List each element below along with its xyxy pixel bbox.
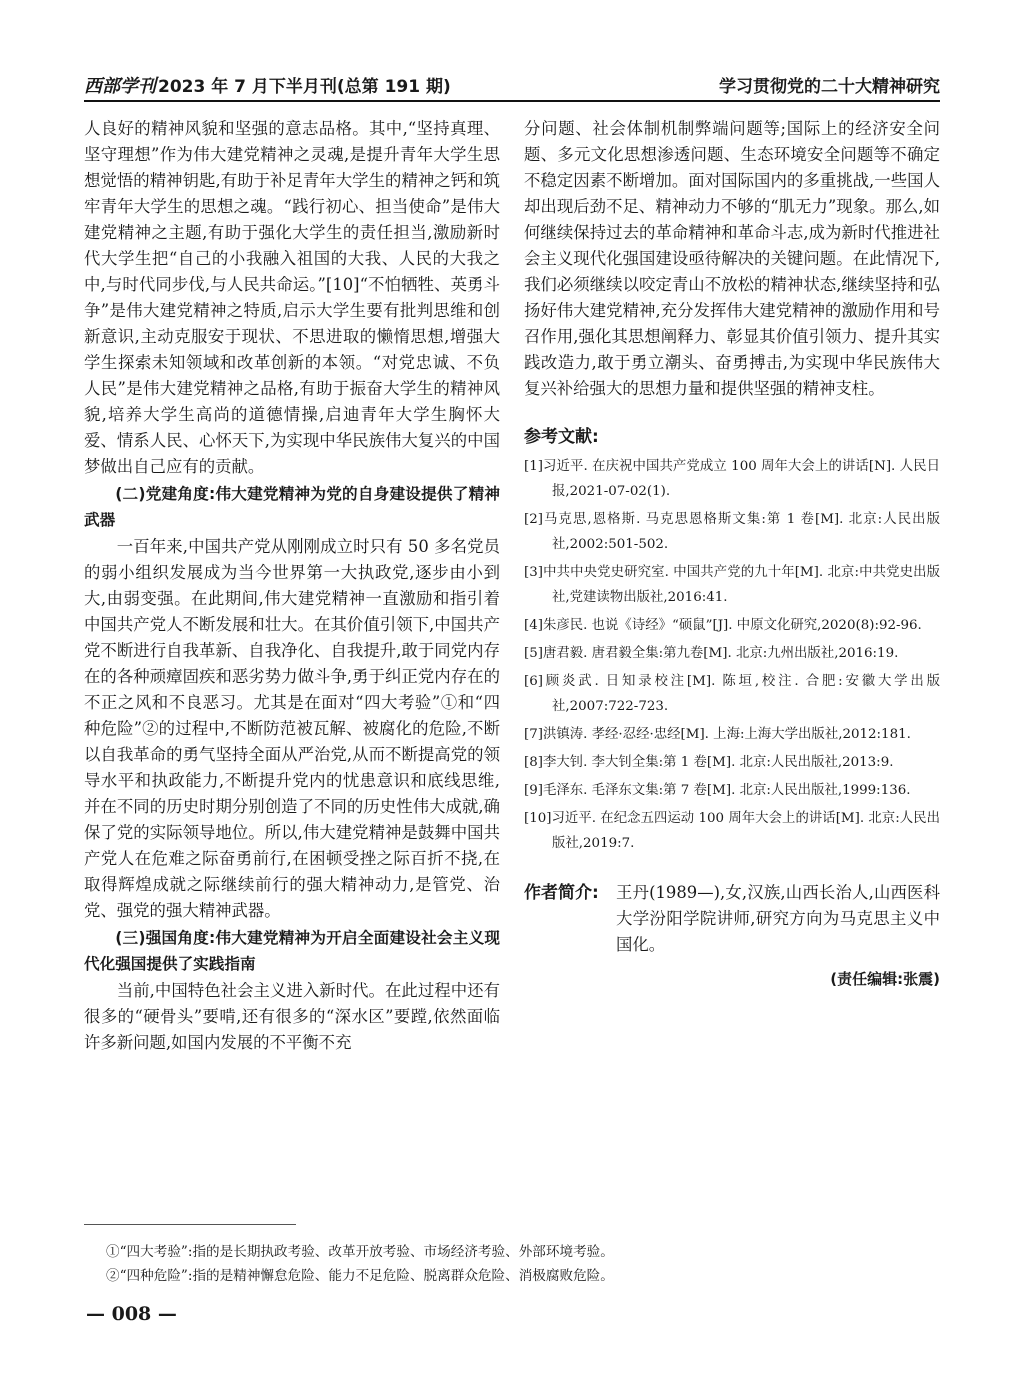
reference-item: [5]唐君毅. 唐君毅全集:第九卷[M]. 北京:九州出版社,2016:19. xyxy=(524,646,899,661)
reference-item: [3]中共中央党史研究室. 中国共产党的九十年[M]. 北京:中共党史出版社,党建读物出版社,2016:41. xyxy=(524,565,940,605)
footnote-divider xyxy=(84,1224,296,1225)
header-divider xyxy=(84,100,940,102)
author-bio-label: 作者简介: xyxy=(524,883,599,903)
references-heading: 参考文献: xyxy=(524,427,599,447)
author-bio-text: 王丹(1989—),女,汉族,山西长治人,山西医科大学汾阳学院讲师,研究方向为马克思主义中国化。 xyxy=(616,883,940,954)
body-paragraph: 人良好的精神风貌和坚强的意志品格。其中,“坚持真理、坚守理想”作为伟大建党精神之灵魂,是提升青年大学生思想觉悟的精神钥匙,有助于补足青年大学生的精神之钙和筑牢青年大学生的思想之魂。“践行初心、担当使命”是伟大建党精神之主题,有助于强化大学生的责任担当,激励新时代大学生把“自己的小我融入祖国的大我、人民的大我之中,与时代同步伐,与人民共命运。”[10]“不怕牺牲、英勇斗争”是伟大建党精神之特质,启示大学生要有批判思维和创新意识,主动克服安于现状、不思进取的懒惰思想,增强大学生探索未知领域和改革创新的本领。“对党忠诚、不负人民”是伟大建党精神之品格,有助于振奋大学生的精神风貌,培养大学生高尚的道德情操,启迪青年大学生胸怀大爱、情系人民、心怀天下,为实现中华民族伟大复兴的中国梦做出自己应有的贡献。 xyxy=(84,119,500,476)
body-paragraph: 分问题、社会体制机制弊端问题等;国际上的经济安全问题、多元文化思想渗透问题、生态环境安全问题等不确定不稳定因素不断增加。面对国际国内的多重挑战,一些国人却出现后劲不足、精神动力不够的“肌无力”现象。那么,如何继续保持过去的革命精神和革命斗志,成为新时代推进社会主义现代化强国建设亟待解决的关键问题。在此情况下,我们必须继续以咬定青山不放松的精神状态,继续坚持和弘扬好伟大建党精神,充分发挥伟大建党精神的激励作用和号召作用,强化其思想阐释力、彰显其价值引领力、提升其实践改造力,敢于勇立潮头、奋勇搏击,为实现中华民族伟大复兴补给强大的思想力量和提供坚强的精神支柱。 xyxy=(524,119,940,398)
footnotes xyxy=(84,1240,940,1288)
issue-label: 2023 年 7 月下半月刊(总第 191 期) xyxy=(158,77,451,97)
body-paragraph: 一百年来,中国共产党从刚刚成立时只有 50 多名党员的弱小组织发展成为当今世界第一大执政党,逐步由小到大,由弱变强。在此期间,伟大建党精神一直激励和指引着中国共产党人不断发展和壮大。在其价值引领下,中国共产党不断进行自我革新、自我净化、自我提升,敢于同党内存在的各种顽瘴固疾和恶劣势力做斗争,勇于纠正党内存在的不正之风和不良恶习。尤其是在面对“四大考验”①和“四种危险”②的过程中,不断防范被瓦解、被腐化的危险,不断以自我革命的勇气坚持全面从严治党,从而不断提高党的领导水平和执政能力,不断提升党内的忧患意识和底线思维,并在不同的历史时期分别创造了不同的历史性伟大成就,确保了党的实际领导地位。所以,伟大建党精神是鼓舞中国共产党人在危难之际奋勇前行,在困顿受挫之际百折不挠,在取得辉煌成就之际继续前行的强大精神动力,是管党、治党、强党的强大精神武器。 xyxy=(84,537,500,920)
reference-item: [1]习近平. 在庆祝中国共产党成立 100 周年大会上的讲话[N]. 人民日报,2021-07-02(1). xyxy=(524,459,940,499)
left-column xyxy=(84,116,500,1056)
right-column xyxy=(524,116,940,992)
reference-item: [8]李大钊. 李大钊全集:第 1 卷[M]. 北京:人民出版社,2013:9. xyxy=(524,755,894,770)
reference-item: [4]朱彦民. 也说《诗经》“硕鼠”[J]. 中原文化研究,2020(8):92-96. xyxy=(524,618,922,633)
body-paragraph: 当前,中国特色社会主义进入新时代。在此过程中还有很多的“硬骨头”要啃,还有很多的“深水区”要蹚,依然面临许多新问题,如国内发展的不平衡不充 xyxy=(84,981,500,1052)
running-header xyxy=(84,72,940,98)
author-bio xyxy=(524,880,940,958)
page-number: — 008 — xyxy=(86,1303,177,1325)
journal-logo: 西部学刊 xyxy=(84,76,156,97)
reference-item: [2]马克思,恩格斯. 马克思恩格斯文集:第 1 卷[M]. 北京:人民出版社,2002:501-502. xyxy=(524,512,940,552)
footnote-item: ②“四种危险”:指的是精神懈怠危险、能力不足危险、脱离群众危险、消极腐败危险。 xyxy=(106,1268,614,1284)
reference-item: [9]毛泽东. 毛泽东文集:第 7 卷[M]. 北京:人民出版社,1999:136. xyxy=(524,783,911,798)
journal-issue-info xyxy=(84,72,451,98)
section-heading: (三)强国角度:伟大建党精神为开启全面建设社会主义现代化强国提供了实践指南 xyxy=(84,929,500,973)
reference-item: [10]习近平. 在纪念五四运动 100 周年大会上的讲话[M]. 北京:人民出版社,2019:7. xyxy=(524,811,940,851)
section-heading: (二)党建角度:伟大建党精神为党的自身建设提供了精神武器 xyxy=(84,485,500,529)
footnote-item: ①“四大考验”:指的是长期执政考验、改革开放考验、市场经济考验、外部环境考验。 xyxy=(106,1244,614,1260)
responsible-editor: (责任编辑:张震) xyxy=(830,970,940,988)
reference-list xyxy=(524,454,940,856)
reference-item: [7]洪镇涛. 孝经·忍经·忠经[M]. 上海:上海大学出版社,2012:181. xyxy=(524,727,911,742)
section-title: 学习贯彻党的二十大精神研究 xyxy=(719,77,940,97)
reference-item: [6]顾炎武. 日知录校注[M]. 陈垣,校注. 合肥:安徽大学出版社,2007:722-723. xyxy=(524,674,940,714)
